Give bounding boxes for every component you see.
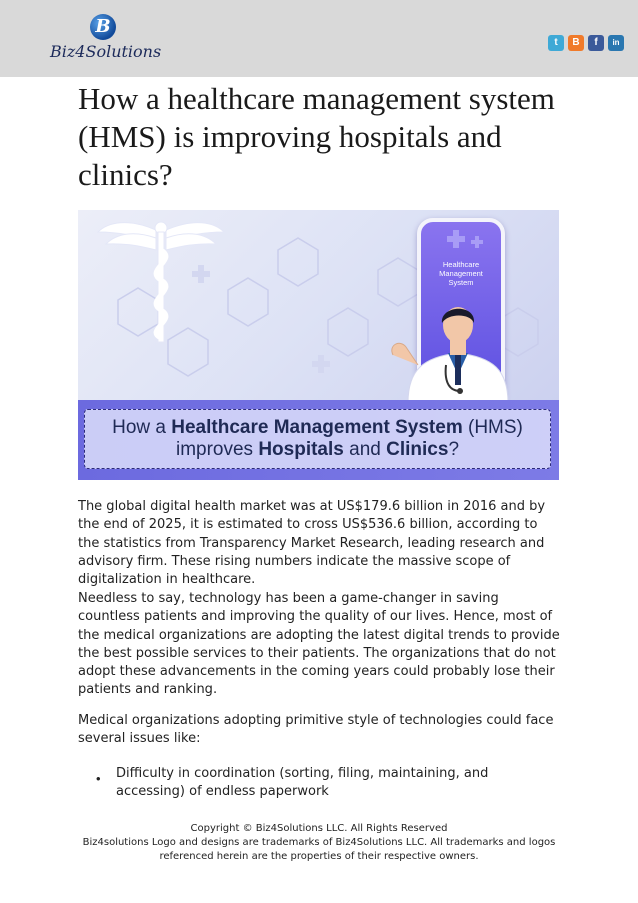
banner-caption-strip	[78, 400, 559, 480]
footer-trademark: Biz4solutions Logo and designs are trademarks of Biz4Solutions LLC. All trademarks and logos	[82, 837, 556, 848]
blogger-icon[interactable]: B	[568, 35, 584, 51]
page-title: How a healthcare management system (HMS) is improving hospitals and clinics?	[78, 81, 555, 192]
bullet-marker: •	[96, 771, 101, 786]
hero-banner	[78, 210, 559, 480]
phone-line: Management	[439, 269, 483, 278]
caption-part: How a	[112, 417, 172, 438]
logo-mark: B	[90, 14, 116, 40]
caduceus-icon	[98, 222, 224, 342]
list-item: Difficulty in coordination (sorting, filing, maintaining, and accessing) of endless paperwork	[116, 766, 489, 800]
caption-part: Hospitals	[258, 439, 344, 460]
footer-copyright: Copyright © Biz4Solutions LLC. All Rights Reserved	[190, 823, 448, 834]
page-header	[0, 0, 638, 77]
phone-line: Healthcare	[442, 260, 480, 269]
caption-part: Clinics	[386, 439, 449, 460]
caption-part: (HMS)	[462, 417, 523, 438]
caption-part: and	[343, 439, 387, 460]
linkedin-icon[interactable]: in	[608, 35, 624, 51]
caption-part: improves	[175, 439, 259, 460]
facebook-icon[interactable]: f	[588, 35, 604, 51]
paragraph: Needless to say, technology has been a game-changer in saving countless patients and improving the quality of our lives. Hence, most of the medical organizations are adopting the latest digital trends to provide the best possible services to their patients. The organizations that do not adopt these advancements in the coming years could probably lose their patients and ranking.	[78, 591, 560, 698]
paragraph: The global digital health market was at US$179.6 billion in 2016 and by the end of 2025, it is estimated to cross US$536.6 billion, according to the statistics from Transparency Market Research, leading research and advisory firm. These rising numbers indicate the massive scope of digitalization in healthcare.	[78, 499, 546, 588]
phone-line: System	[448, 278, 474, 287]
company-logo[interactable]	[50, 14, 160, 66]
logo-text: Biz4Solutions	[50, 42, 162, 61]
banner-caption-line-1	[85, 417, 550, 439]
caption-part: Healthcare Management System	[171, 417, 463, 438]
banner-caption-line-2	[85, 439, 550, 461]
twitter-icon[interactable]: t	[548, 35, 564, 51]
footer-trademark-cont: referenced herein are the properties of their respective owners.	[159, 851, 479, 862]
phone-title	[421, 260, 501, 287]
page-footer	[40, 822, 598, 864]
caption-part: ?	[448, 439, 460, 460]
banner-caption-box	[84, 409, 551, 469]
doctor-illustration	[378, 295, 518, 405]
paragraph: Medical organizations adopting primitive style of technologies could face several issues like:	[78, 713, 554, 747]
